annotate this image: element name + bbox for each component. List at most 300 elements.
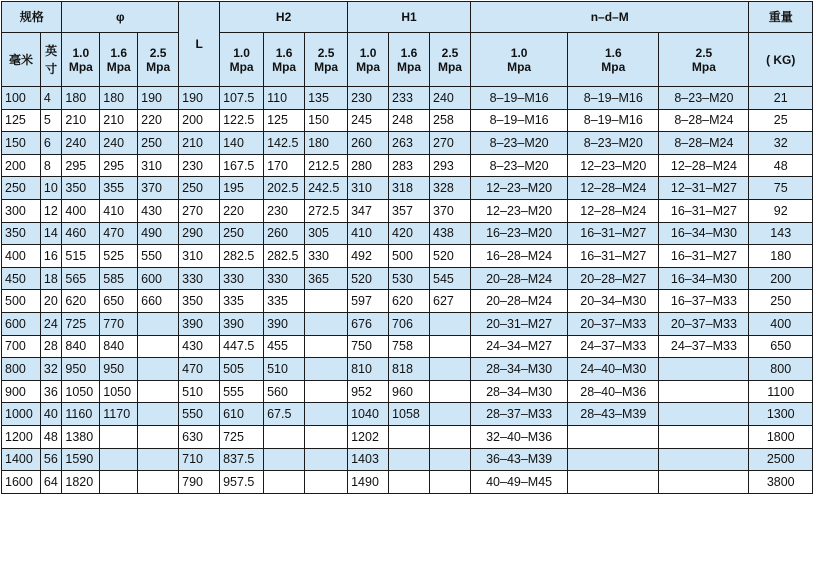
table-cell — [659, 425, 749, 448]
table-cell: 520 — [348, 267, 389, 290]
table-cell: 125 — [2, 109, 41, 132]
table-cell: 16–34–M30 — [659, 222, 749, 245]
table-cell: 230 — [264, 199, 305, 222]
table-cell: 6 — [40, 132, 62, 155]
table-cell: 250 — [2, 177, 41, 200]
table-cell: 310 — [138, 154, 179, 177]
table-cell: 16 — [40, 245, 62, 268]
table-cell: 585 — [100, 267, 138, 290]
table-cell: 283 — [389, 154, 430, 177]
pressure-value: 2.5 — [695, 45, 713, 60]
table-row — [2, 448, 813, 471]
table-cell: 1300 — [749, 403, 813, 426]
h2-2-5-header — [305, 33, 348, 87]
table-cell: 390 — [220, 312, 264, 335]
h1-header: H1 — [348, 2, 471, 33]
table-cell: 18 — [40, 267, 62, 290]
table-cell: 180 — [100, 87, 138, 110]
inch-header — [40, 33, 62, 87]
table-cell: 400 — [749, 312, 813, 335]
table-cell: 500 — [2, 290, 41, 313]
table-cell: 650 — [100, 290, 138, 313]
table-cell: 8–19–M16 — [470, 87, 567, 110]
table-cell: 167.5 — [220, 154, 264, 177]
table-cell: 510 — [264, 358, 305, 381]
table-cell: 550 — [179, 403, 220, 426]
h2-header: H2 — [220, 2, 348, 33]
table-cell: 32 — [40, 358, 62, 381]
h2-1-0-header — [220, 33, 264, 87]
table-cell: 758 — [389, 335, 430, 358]
pressure-unit: Mpa — [601, 59, 626, 74]
table-cell: 8–23–M20 — [659, 87, 749, 110]
table-cell: 1400 — [2, 448, 41, 471]
table-cell: 1590 — [62, 448, 100, 471]
table-cell: 818 — [389, 358, 430, 381]
table-cell: 1058 — [389, 403, 430, 426]
table-cell: 400 — [2, 245, 41, 268]
table-cell — [659, 403, 749, 426]
pressure-value: 1.0 — [72, 45, 90, 60]
table-cell: 20–31–M27 — [470, 312, 567, 335]
table-cell — [138, 312, 179, 335]
table-cell: 430 — [179, 335, 220, 358]
table-cell — [138, 425, 179, 448]
table-cell: 455 — [264, 335, 305, 358]
table-cell: 28–43–M39 — [568, 403, 659, 426]
table-cell: 810 — [348, 358, 389, 381]
table-cell: 150 — [305, 109, 348, 132]
table-cell: 12–23–M20 — [568, 154, 659, 177]
table-cell: 790 — [179, 471, 220, 494]
table-cell: 125 — [264, 109, 305, 132]
table-cell: 24–34–M27 — [470, 335, 567, 358]
table-row — [2, 87, 813, 110]
pressure-value: 1.0 — [510, 45, 528, 60]
pressure-unit: Mpa — [68, 59, 93, 74]
table-cell: 430 — [138, 199, 179, 222]
table-cell — [305, 290, 348, 313]
pressure-value: 1.6 — [110, 45, 128, 60]
table-cell: 10 — [40, 177, 62, 200]
table-cell: 490 — [138, 222, 179, 245]
table-cell — [305, 335, 348, 358]
table-cell: 25 — [749, 109, 813, 132]
table-cell — [100, 425, 138, 448]
table-cell: 357 — [389, 199, 430, 222]
pressure-value: 2.5 — [149, 45, 167, 60]
pressure-unit: Mpa — [397, 59, 422, 74]
table-cell: 240 — [430, 87, 471, 110]
table-cell: 24 — [40, 312, 62, 335]
table-cell: 170 — [264, 154, 305, 177]
table-cell: 5 — [40, 109, 62, 132]
table-cell: 195 — [220, 177, 264, 200]
table-cell: 650 — [749, 335, 813, 358]
table-cell: 20 — [40, 290, 62, 313]
table-cell: 1600 — [2, 471, 41, 494]
table-cell: 8–19–M16 — [568, 109, 659, 132]
h1-1-0-header — [348, 33, 389, 87]
table-cell: 142.5 — [264, 132, 305, 155]
table-cell — [389, 448, 430, 471]
table-cell: 725 — [62, 312, 100, 335]
table-cell: 20–37–M33 — [659, 312, 749, 335]
table-cell: 8 — [40, 154, 62, 177]
table-cell: 335 — [264, 290, 305, 313]
table-cell: 1170 — [100, 403, 138, 426]
ndm-header: n–d–M — [470, 2, 748, 33]
table-row — [2, 403, 813, 426]
table-cell: 500 — [389, 245, 430, 268]
table-cell — [430, 312, 471, 335]
table-row — [2, 358, 813, 381]
table-cell: 16–31–M27 — [659, 245, 749, 268]
table-cell: 328 — [430, 177, 471, 200]
table-row — [2, 177, 813, 200]
table-cell: 350 — [62, 177, 100, 200]
inch-header-line2: 寸 — [45, 61, 58, 76]
table-cell: 460 — [62, 222, 100, 245]
table-cell: 1100 — [749, 380, 813, 403]
table-cell — [264, 425, 305, 448]
table-cell: 565 — [62, 267, 100, 290]
table-cell: 36 — [40, 380, 62, 403]
table-cell: 300 — [2, 199, 41, 222]
table-row — [2, 380, 813, 403]
pressure-value: 2.5 — [441, 45, 459, 60]
table-cell: 1403 — [348, 448, 389, 471]
table-cell: 530 — [389, 267, 430, 290]
table-cell: 438 — [430, 222, 471, 245]
table-cell — [430, 380, 471, 403]
table-cell — [659, 380, 749, 403]
table-cell — [138, 448, 179, 471]
table-cell: 293 — [430, 154, 471, 177]
table-row — [2, 109, 813, 132]
table-cell: 8–28–M24 — [659, 132, 749, 155]
pressure-value: 1.6 — [400, 45, 418, 60]
table-cell: 330 — [179, 267, 220, 290]
table-cell: 200 — [749, 267, 813, 290]
table-cell — [264, 471, 305, 494]
table-cell — [430, 358, 471, 381]
table-cell: 28 — [40, 335, 62, 358]
table-cell: 8–23–M20 — [470, 154, 567, 177]
table-cell: 40–49–M45 — [470, 471, 567, 494]
table-cell: 190 — [179, 87, 220, 110]
table-cell: 330 — [220, 267, 264, 290]
table-cell: 40 — [40, 403, 62, 426]
table-row — [2, 245, 813, 268]
table-cell: 318 — [389, 177, 430, 200]
table-cell: 600 — [138, 267, 179, 290]
table-row — [2, 312, 813, 335]
table-cell: 310 — [179, 245, 220, 268]
table-cell: 370 — [430, 199, 471, 222]
table-cell: 660 — [138, 290, 179, 313]
table-cell: 12–28–M24 — [568, 199, 659, 222]
table-row — [2, 132, 813, 155]
table-cell: 750 — [348, 335, 389, 358]
table-cell: 12–28–M24 — [568, 177, 659, 200]
table-cell: 250 — [749, 290, 813, 313]
table-cell: 390 — [179, 312, 220, 335]
table-cell: 350 — [179, 290, 220, 313]
table-cell: 550 — [138, 245, 179, 268]
table-cell: 1800 — [749, 425, 813, 448]
table-cell: 48 — [749, 154, 813, 177]
table-body — [2, 87, 813, 494]
pressure-value: 1.6 — [604, 45, 622, 60]
table-cell: 20–28–M24 — [470, 267, 567, 290]
table-cell: 515 — [62, 245, 100, 268]
table-cell — [389, 425, 430, 448]
table-cell: 270 — [179, 199, 220, 222]
table-cell — [568, 448, 659, 471]
phi-header: φ — [62, 2, 179, 33]
pressure-value: 1.0 — [233, 45, 250, 60]
table-cell: 143 — [749, 222, 813, 245]
table-cell — [659, 448, 749, 471]
table-cell: 450 — [2, 267, 41, 290]
table-cell: 36–43–M39 — [470, 448, 567, 471]
pressure-value: 1.0 — [359, 45, 377, 60]
table-cell: 32 — [749, 132, 813, 155]
table-cell — [305, 358, 348, 381]
table-cell — [568, 425, 659, 448]
table-cell: 957.5 — [220, 471, 264, 494]
table-cell — [659, 471, 749, 494]
table-cell: 3800 — [749, 471, 813, 494]
table-cell: 180 — [305, 132, 348, 155]
table-cell: 710 — [179, 448, 220, 471]
table-cell: 140 — [220, 132, 264, 155]
table-cell: 1040 — [348, 403, 389, 426]
table-cell: 447.5 — [220, 335, 264, 358]
table-cell: 240 — [100, 132, 138, 155]
table-cell: 210 — [62, 109, 100, 132]
table-cell: 28–37–M33 — [470, 403, 567, 426]
l-header: L — [179, 2, 220, 87]
table-cell: 620 — [389, 290, 430, 313]
table-cell: 310 — [348, 177, 389, 200]
table-cell: 260 — [348, 132, 389, 155]
h1-2-5-header — [430, 33, 471, 87]
table-cell: 16–34–M30 — [659, 267, 749, 290]
table-cell: 510 — [179, 380, 220, 403]
table-cell: 16–23–M20 — [470, 222, 567, 245]
table-cell: 620 — [62, 290, 100, 313]
table-cell: 280 — [348, 154, 389, 177]
table-cell: 676 — [348, 312, 389, 335]
pressure-value: 1.6 — [275, 45, 293, 60]
table-cell: 355 — [100, 177, 138, 200]
pressure-unit: Mpa — [691, 59, 716, 74]
table-cell: 1202 — [348, 425, 389, 448]
table-cell — [659, 358, 749, 381]
pressure-unit: Mpa — [437, 59, 462, 74]
table-cell: 67.5 — [264, 403, 305, 426]
table-cell: 555 — [220, 380, 264, 403]
table-cell — [305, 380, 348, 403]
table-cell: 950 — [62, 358, 100, 381]
table-row — [2, 267, 813, 290]
spec-header: 规格 — [2, 2, 62, 33]
table-cell: 100 — [2, 87, 41, 110]
table-row — [2, 222, 813, 245]
table-cell: 14 — [40, 222, 62, 245]
table-cell: 230 — [348, 87, 389, 110]
ndm-1-6-header — [568, 33, 659, 87]
pressure-value: 2.5 — [317, 45, 335, 60]
table-cell: 250 — [138, 132, 179, 155]
phi-1-0-header — [62, 33, 100, 87]
table-cell: 28–34–M30 — [470, 358, 567, 381]
table-cell: 420 — [389, 222, 430, 245]
table-cell — [389, 471, 430, 494]
table-cell: 16–37–M33 — [659, 290, 749, 313]
table-cell: 8–23–M20 — [470, 132, 567, 155]
weight-header: 重量 — [749, 2, 813, 33]
table-cell: 12–28–M24 — [659, 154, 749, 177]
pressure-unit: Mpa — [146, 59, 171, 74]
table-cell: 250 — [220, 222, 264, 245]
table-cell: 16–28–M24 — [470, 245, 567, 268]
table-cell: 240 — [62, 132, 100, 155]
table-cell: 335 — [220, 290, 264, 313]
table-cell: 610 — [220, 403, 264, 426]
table-cell: 545 — [430, 267, 471, 290]
table-row — [2, 154, 813, 177]
table-cell: 32–40–M36 — [470, 425, 567, 448]
phi-1-6-header — [100, 33, 138, 87]
table-cell: 282.5 — [220, 245, 264, 268]
pressure-unit: Mpa — [507, 59, 532, 74]
table-cell: 800 — [749, 358, 813, 381]
table-cell — [305, 471, 348, 494]
table-cell — [100, 471, 138, 494]
table-cell — [430, 425, 471, 448]
table-cell: 180 — [62, 87, 100, 110]
table-cell: 20–28–M27 — [568, 267, 659, 290]
table-cell — [138, 335, 179, 358]
table-cell: 370 — [138, 177, 179, 200]
pressure-unit: Mpa — [106, 59, 131, 74]
table-cell: 330 — [264, 267, 305, 290]
table-cell: 8–19–M16 — [470, 109, 567, 132]
table-cell: 520 — [430, 245, 471, 268]
table-cell: 410 — [348, 222, 389, 245]
table-cell — [138, 380, 179, 403]
table-cell: 725 — [220, 425, 264, 448]
table-cell: 700 — [2, 335, 41, 358]
table-cell: 24–40–M30 — [568, 358, 659, 381]
table-cell: 245 — [348, 109, 389, 132]
table-cell: 242.5 — [305, 177, 348, 200]
table-cell: 492 — [348, 245, 389, 268]
table-cell: 295 — [62, 154, 100, 177]
table-cell: 330 — [305, 245, 348, 268]
table-cell: 16–31–M27 — [659, 199, 749, 222]
table-cell: 630 — [179, 425, 220, 448]
table-cell: 600 — [2, 312, 41, 335]
table-cell — [430, 471, 471, 494]
table-cell — [138, 471, 179, 494]
table-cell: 28–40–M36 — [568, 380, 659, 403]
table-cell: 20–34–M30 — [568, 290, 659, 313]
table-cell: 230 — [179, 154, 220, 177]
weight-unit-header: ( KG) — [749, 33, 813, 87]
table-cell: 800 — [2, 358, 41, 381]
table-cell: 347 — [348, 199, 389, 222]
table-cell — [305, 425, 348, 448]
table-cell: 837.5 — [220, 448, 264, 471]
table-cell — [100, 448, 138, 471]
inch-header-line1: 英 — [45, 43, 58, 58]
table-cell: 470 — [179, 358, 220, 381]
table-cell: 64 — [40, 471, 62, 494]
table-cell: 260 — [264, 222, 305, 245]
table-cell: 28–34–M30 — [470, 380, 567, 403]
pressure-unit: Mpa — [272, 59, 297, 74]
table-cell: 258 — [430, 109, 471, 132]
table-cell: 190 — [138, 87, 179, 110]
table-cell: 263 — [389, 132, 430, 155]
table-cell: 107.5 — [220, 87, 264, 110]
table-row — [2, 335, 813, 358]
table-cell: 290 — [179, 222, 220, 245]
table-cell: 180 — [749, 245, 813, 268]
ndm-1-0-header — [470, 33, 567, 87]
table-cell: 220 — [220, 199, 264, 222]
table-cell: 272.5 — [305, 199, 348, 222]
table-cell: 16–31–M27 — [568, 222, 659, 245]
spec-table — [1, 1, 813, 494]
table-cell: 210 — [179, 132, 220, 155]
pressure-unit: Mpa — [314, 59, 339, 74]
table-cell: 210 — [100, 109, 138, 132]
table-cell: 122.5 — [220, 109, 264, 132]
table-cell: 20–37–M33 — [568, 312, 659, 335]
table-cell: 525 — [100, 245, 138, 268]
table-cell: 212.5 — [305, 154, 348, 177]
table-cell: 282.5 — [264, 245, 305, 268]
table-cell — [305, 448, 348, 471]
table-cell: 233 — [389, 87, 430, 110]
table-cell: 200 — [2, 154, 41, 177]
table-cell: 900 — [2, 380, 41, 403]
table-row — [2, 471, 813, 494]
table-row — [2, 290, 813, 313]
table-cell: 410 — [100, 199, 138, 222]
table-cell: 295 — [100, 154, 138, 177]
table-row — [2, 199, 813, 222]
table-cell: 1050 — [100, 380, 138, 403]
table-cell — [264, 448, 305, 471]
table-cell: 48 — [40, 425, 62, 448]
table-cell: 1490 — [348, 471, 389, 494]
table-cell: 16–31–M27 — [568, 245, 659, 268]
table-cell: 21 — [749, 87, 813, 110]
table-cell: 92 — [749, 199, 813, 222]
pressure-unit: Mpa — [229, 59, 254, 74]
table-cell — [138, 403, 179, 426]
table-cell: 8–19–M16 — [568, 87, 659, 110]
table-cell: 952 — [348, 380, 389, 403]
table-cell: 305 — [305, 222, 348, 245]
table-cell: 1820 — [62, 471, 100, 494]
